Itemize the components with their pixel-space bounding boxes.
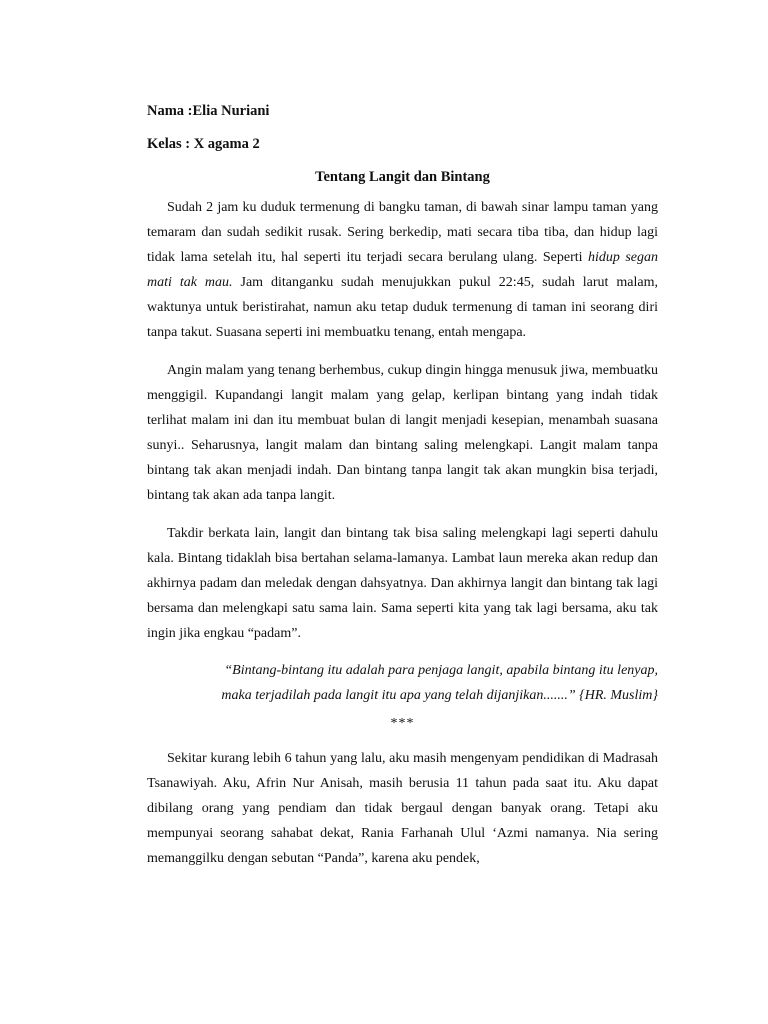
student-class-line: Kelas : X agama 2 [147, 136, 260, 152]
document-title: Tentang Langit dan Bintang [315, 169, 490, 185]
paragraph-1-text-end: Jam ditanganku sudah menujukkan pukul 22:45, sudah larut malam, waktunya untuk beristirahat, namun aku tetap duduk termenung di taman ini seorang diri tanpa takut. Suasana seperti ini membuatku tenang, entah mengapa. [147, 275, 658, 340]
section-separator: *** [390, 716, 415, 731]
paragraph-2: Angin malam yang tenang berhembus, cukup dingin hingga menusuk jiwa, membuatku menggigil. Kupandangi langit malam yang gelap, kerlipan bintang yang indah tidak terlihat malam ini dan itu membuat bulan di langit menjadi kesepian, menambah suasana sunyi.. Seharusnya, langit malam dan bintang saling melengkapi. Langit malam tanpa bintang tak akan menjadi indah. Dan bintang tanpa langit tak akan mungkin bisa terjadi, bintang tak akan ada tanpa langit. [147, 363, 658, 503]
document-body [147, 101, 658, 871]
paragraph-1-italic-phrase: hidup segan mati tak mau. [147, 250, 658, 290]
paragraph-4: Sekitar kurang lebih 6 tahun yang lalu, aku masih mengenyam pendidikan di Madrasah Tsanawiyah. Aku, Afrin Nur Anisah, masih berusia 11 tahun pada saat itu. Aku dapat dibilang orang yang pendiam dan tidak bergaul dengan banyak orang. Tetapi aku mempunyai seorang sahabat dekat, Rania Farhanah Ulul ‘Azmi namanya. Nia sering memanggilku dengan sebutan “Panda”, karena aku pendek, [147, 751, 658, 866]
hadith-quote [147, 658, 658, 708]
paragraph-3: Takdir berkata lain, langit dan bintang tak bisa saling melengkapi lagi seperti dahulu kala. Bintang tidaklah bisa bertahan selama-lamanya. Lambat laun mereka akan redup dan akhirnya padam dan meledak dengan dahsyatnya. Dan akhirnya langit dan bintang tak lagi bersama dan melengkapi satu sama lain. Sama seperti kita yang tak lagi bersama, aku tak ingin jika engkau “padam”. [147, 526, 658, 641]
paragraph-1 [147, 195, 658, 345]
quote-line-1: “Bintang-bintang itu adalah para penjaga langit, apabila bintang itu lenyap, [224, 663, 658, 678]
paragraph-1-text-start: Sudah 2 jam ku duduk termenung di bangku taman, di bawah sinar lampu taman yang temaram dan sudah sedikit rusak. Sering berkedip, mati secara tiba tiba, dan hidup lagi tidak lama setelah itu, hal seperti itu terjadi secara berulang ulang. Seperti [147, 200, 658, 265]
student-name-line: Nama :Elia Nuriani [147, 103, 270, 119]
quote-line-2: maka terjadilah pada langit itu apa yang telah dijanjikan.......” {HR. Muslim} [221, 688, 658, 703]
